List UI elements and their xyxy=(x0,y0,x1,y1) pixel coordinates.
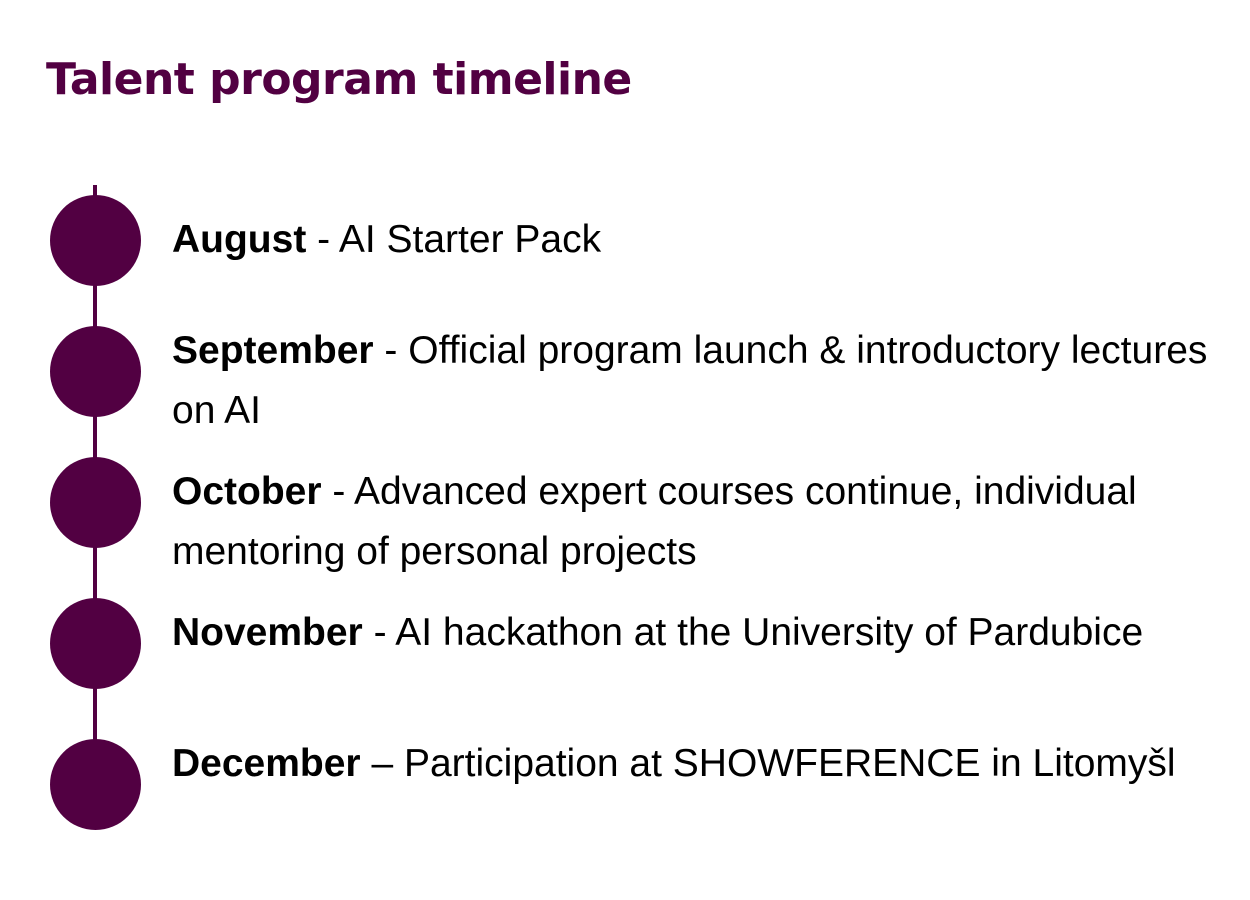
month-label: September xyxy=(172,329,374,372)
entry-description: AI Starter Pack xyxy=(338,218,602,261)
entry-description: Official program launch & introductory lectures on AI xyxy=(172,329,1208,432)
timeline-entry-december xyxy=(172,734,1232,794)
entry-description: Advanced expert courses continue, individual mentoring of personal projects xyxy=(172,470,1137,573)
entry-description: Participation at SHOWFERENCE in Litomyšl xyxy=(403,742,1176,785)
separator: - xyxy=(306,218,339,261)
separator: - xyxy=(321,470,355,513)
timeline-entry-october xyxy=(172,462,1232,582)
timeline-marker-december xyxy=(50,739,141,830)
separator: - xyxy=(373,329,409,372)
timeline-marker-august xyxy=(50,195,141,286)
timeline-marker-september xyxy=(50,326,141,417)
entry-description: AI hackathon at the University of Pardubice xyxy=(395,611,1144,654)
month-label: October xyxy=(172,470,322,513)
separator: - xyxy=(362,611,396,654)
timeline-marker-october xyxy=(50,457,141,548)
month-label: December xyxy=(172,742,361,785)
month-label: November xyxy=(172,611,363,654)
timeline-marker-november xyxy=(50,598,141,689)
timeline-entry-september xyxy=(172,321,1232,441)
month-label: August xyxy=(172,218,307,261)
page-title: Talent program timeline xyxy=(46,54,632,105)
timeline-entry-november xyxy=(172,603,1232,663)
timeline-entry-august xyxy=(172,210,1232,270)
separator: – xyxy=(360,742,404,785)
